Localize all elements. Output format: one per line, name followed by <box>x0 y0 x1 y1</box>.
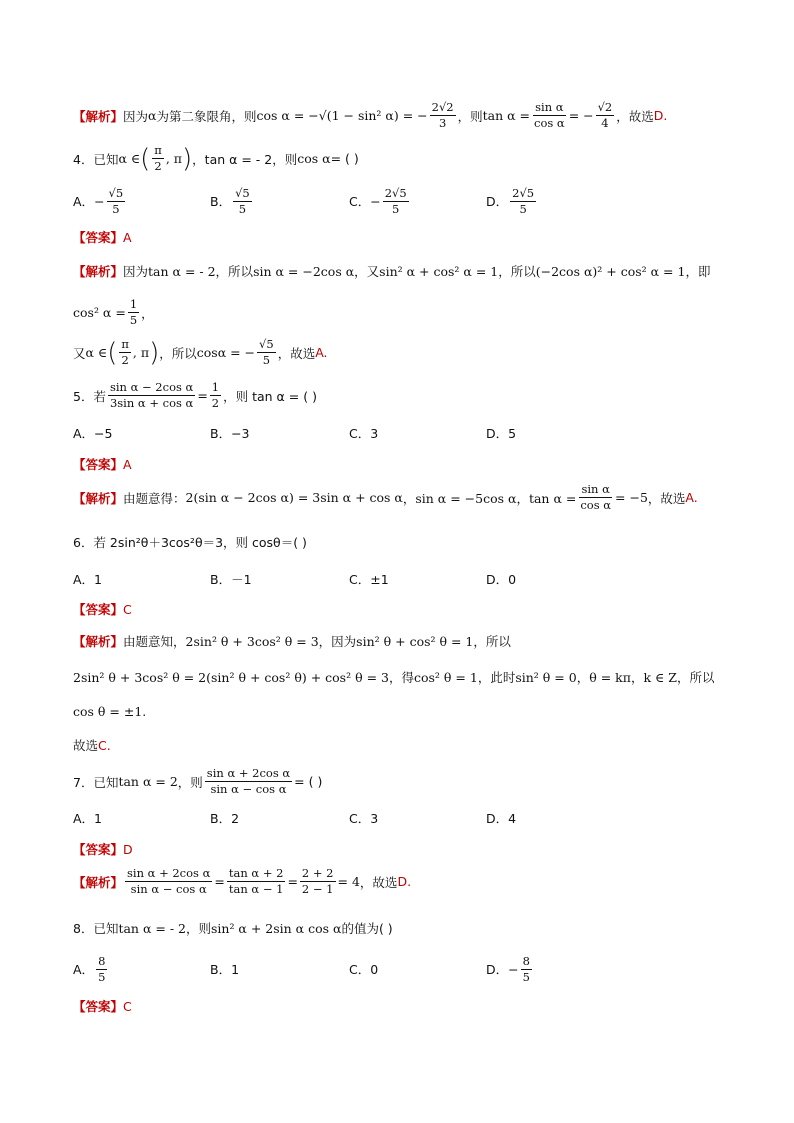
answer-value: C <box>123 998 132 1014</box>
option-a: A． − $\frac{√5}{5}$ <box>73 185 124 216</box>
option-c <box>349 570 389 588</box>
q4-stem: 4．已知 α ∈ ( $\frac{\pi}{2}$ , π ) ，tan α = - 2，则 cos α = ( ) <box>73 143 359 174</box>
math: tan α = 2 <box>118 774 178 789</box>
option-a <box>73 424 112 442</box>
analysis-tag: 【解析】 <box>73 108 124 124</box>
text: ，tan α = - 2，则 <box>192 151 298 167</box>
analysis-tag: 【解析】 <box>73 264 124 279</box>
text: ，所以 <box>215 264 254 279</box>
answer-pick: A. <box>315 345 328 360</box>
question-number: 8．已知 <box>73 921 119 936</box>
q6-stem <box>73 533 307 551</box>
math: sin² α + 2sin α cos α <box>210 920 342 936</box>
q4-analysis-line1: 【解析】 因为 tan α = - 2 ，所以 sin α = −2cos α ，又 sin² α + cos² α = 1 ，所以 (−2cos α)² + cos² α = 1 ，即 <box>73 263 711 279</box>
option-label: D． <box>486 194 509 209</box>
fraction: $\frac{√5}{5}$ <box>259 337 274 367</box>
text: ，故选 <box>647 490 686 506</box>
math: 2sin² θ + 3cos² θ = 3 <box>185 633 319 649</box>
q5-answer <box>73 455 132 473</box>
option-b <box>210 960 239 978</box>
option-label: C．0 <box>349 962 379 977</box>
q6-analysis-line1 <box>73 632 511 650</box>
answer-tag: 【答案】 <box>73 999 124 1014</box>
fraction: $\frac{\pi}{2}$ <box>121 337 129 367</box>
option-c <box>349 424 378 442</box>
text: ，则 <box>177 774 203 790</box>
math: ，sin α = −5cos α，tan α = <box>402 490 577 506</box>
math: cos² α = <box>73 305 126 320</box>
text: ，所以 <box>676 670 715 685</box>
analysis-tag: 【解析】 <box>73 490 124 506</box>
math: cos² θ = 1 <box>413 669 478 685</box>
q4-analysis-line3: 又 α ∈ ( $\frac{\pi}{2}$ , π ) ，所以 cosα = − $\frac{√5}{5}$ ，故选 A. <box>73 337 328 368</box>
q4-options <box>73 183 633 219</box>
text: ，故选 <box>616 108 654 124</box>
answer-tag: 【答案】 <box>73 602 124 617</box>
text: ，即 <box>685 264 711 279</box>
answer-pick: C. <box>98 737 111 753</box>
answer-pick: D. <box>653 108 668 123</box>
option-a <box>73 954 109 985</box>
option-label: A．1 <box>73 572 103 587</box>
q6-analysis-line3 <box>73 704 146 719</box>
text: = ( ) <box>330 151 359 166</box>
option-label: A． <box>73 194 95 209</box>
option-label: A．1 <box>73 811 103 826</box>
question-number: 5．若 <box>73 388 106 404</box>
option-d <box>486 809 516 827</box>
fraction: $\frac{2 + 2}{2 - 1}$ <box>301 866 334 896</box>
option-label: C．3 <box>349 426 379 441</box>
math: = −5 <box>615 490 648 505</box>
option-d: D． − $\frac{8}{5}$ <box>486 953 530 984</box>
fraction: $\frac{√5}{5}$ <box>235 185 250 216</box>
q5-stem: 5．若 $\frac{\text{sin α − 2cos α}}{\text{3sin α + cos α}}$ = $\frac{1}{2}$ ，则 tan α = ( ) <box>73 380 317 410</box>
fraction: $\frac{\text{sin α}}{\text{cos α}}$ <box>534 100 565 130</box>
text: ，所以 <box>473 634 511 649</box>
text: 因为 <box>123 108 149 124</box>
q7-answer <box>73 840 133 858</box>
math: = <box>287 874 298 889</box>
option-label: D．5 <box>486 426 517 441</box>
fraction: $\frac{\text{sin α − 2cos α}}{\text{3sin α + cos α}}$ <box>109 380 194 410</box>
math: sin² θ + cos² θ = 1 <box>356 633 474 649</box>
fraction: $\frac{2√2}{3}$ <box>431 100 454 130</box>
answer-tag: 【答案】 <box>73 457 124 472</box>
text: ，所以 <box>498 264 536 279</box>
q8-answer <box>73 997 132 1015</box>
answer-pick: D. <box>397 874 412 889</box>
analysis-tag: 【解析】 <box>73 634 124 649</box>
option-d <box>486 570 516 588</box>
q5-analysis <box>73 482 698 513</box>
text: 又 <box>73 345 86 361</box>
text: ， <box>141 305 154 321</box>
analysis-tag: 【解析】 <box>73 874 124 890</box>
math: tan α = - 2 <box>118 920 186 936</box>
q6-analysis-line4 <box>73 736 111 754</box>
option-d <box>486 424 516 442</box>
option-label: C．±1 <box>349 572 389 587</box>
option-b <box>210 424 250 442</box>
fraction: $\frac{2√5}{5}$ <box>512 185 535 216</box>
option-b <box>210 186 254 217</box>
math: 2sin² θ + 3cos² θ = 2(sin² θ + cos² θ) + cos² θ = 3 <box>73 669 389 685</box>
fraction: $\frac{8}{5}$ <box>522 953 530 984</box>
option-label: D． <box>486 962 509 977</box>
option-label: D．0 <box>486 572 517 587</box>
fraction: $\frac{\text{sin α + 2cos α}}{\text{sin α − cos α}}$ <box>127 866 211 896</box>
q5-options <box>73 424 633 442</box>
text: ，又 <box>354 264 380 279</box>
fraction: $\frac{8}{5}$ <box>98 953 106 984</box>
answer-tag: 【答案】 <box>73 842 124 857</box>
fraction: $\frac{1}{2}$ <box>211 380 220 410</box>
q4-answer <box>73 228 132 246</box>
text: ， <box>630 670 644 685</box>
q6-options <box>73 570 633 588</box>
fraction: $\frac{\pi}{2}$ <box>154 143 162 173</box>
text: 为第二象限角，则 <box>156 108 257 124</box>
option-label: A．−5 <box>73 426 113 441</box>
option-label: C． <box>349 194 371 209</box>
q7-stem <box>73 766 322 797</box>
math: k ∈ Z <box>643 669 677 685</box>
fraction: $\frac{\text{sin α}}{\text{cos α}}$ <box>580 482 612 512</box>
text: 因为 <box>123 264 149 279</box>
option-a <box>73 570 102 588</box>
option-label: B．1 <box>210 962 240 977</box>
fraction: $\frac{\text{sin α + 2cos α}}{\text{sin α − cos α}}$ <box>206 766 291 796</box>
answer-value: D <box>123 841 133 857</box>
q7-options <box>73 809 633 827</box>
answer-value: C <box>123 601 132 617</box>
option-label: B．2 <box>210 811 240 826</box>
option-label: A． <box>73 962 95 977</box>
q7-analysis <box>73 866 411 897</box>
text: ，故选 <box>277 345 316 361</box>
question-number: 4．已知 <box>73 151 119 167</box>
text: ，则 tan α = ( ) <box>223 388 317 404</box>
option-b <box>210 809 239 827</box>
text: 的值为( ) <box>341 921 393 936</box>
question-text: 6．若 2sin²θ＋3cos²θ＝3，则 cosθ＝( ) <box>73 535 307 550</box>
text: ， <box>576 670 590 685</box>
q4-analysis-line2 <box>73 297 154 328</box>
option-label: D．4 <box>486 811 517 826</box>
question-number: 7．已知 <box>73 774 119 790</box>
answer-value: A <box>123 229 132 245</box>
fraction: $\frac{√2}{4}$ <box>597 100 613 130</box>
option-label: B． <box>210 194 232 209</box>
fraction: $\frac{1}{5}$ <box>129 297 138 327</box>
text: ，所以 <box>159 345 197 361</box>
text: ，故选 <box>359 874 398 890</box>
math: θ = kπ <box>589 669 631 685</box>
option-a <box>73 809 102 827</box>
fraction: $\frac{√5}{5}$ <box>108 185 124 216</box>
option-c <box>349 809 378 827</box>
fraction: $\frac{\text{tan α + 2}}{\text{tan α − 1}}$ <box>228 866 284 896</box>
answer-value: A <box>123 456 132 472</box>
text: ，则 <box>457 108 483 124</box>
math: cos θ = ±1. <box>73 704 147 719</box>
text: 故选 <box>73 738 99 753</box>
option-d <box>486 186 538 217</box>
q6-analysis-line2 <box>73 668 714 686</box>
answer-pick: A. <box>685 490 698 505</box>
option-label: C．3 <box>349 811 379 826</box>
answer-tag: 【答案】 <box>73 230 124 245</box>
option-label: B．−3 <box>210 426 250 441</box>
text: 由题意得： <box>123 490 186 506</box>
math: 2(sin α − 2cos α) = 3sin α + cos α <box>185 490 403 505</box>
q8-stem <box>73 919 393 937</box>
q8-options <box>73 951 633 987</box>
text: ，因为 <box>318 634 357 649</box>
fraction: $\frac{2√5}{5}$ <box>384 185 407 216</box>
text: = ( ) <box>294 774 323 789</box>
math: = 4 <box>337 874 360 889</box>
text: 由题意知， <box>123 634 186 649</box>
q6-answer <box>73 600 132 618</box>
option-c: C． − $\frac{2√5}{5}$ <box>349 185 407 216</box>
text: ，此时 <box>477 670 516 685</box>
text: ，得 <box>388 670 414 685</box>
option-c <box>349 960 378 978</box>
option-label: B．－1 <box>210 572 252 587</box>
option-b <box>210 570 252 588</box>
math: sin² θ = 0 <box>515 669 577 685</box>
math: = <box>214 874 225 889</box>
q3-analysis: 【解析】 因为 α 为第二象限角，则 cos α = −√(1 − sin² α) = − $\frac{2√2}{3}$ ，则 tan α = $\frac{\text{sin α}}{\text{cos α}}$ = − $\frac{√2}{4}$ ，故选 D. <box>73 100 668 130</box>
text: ，则 <box>185 921 211 936</box>
